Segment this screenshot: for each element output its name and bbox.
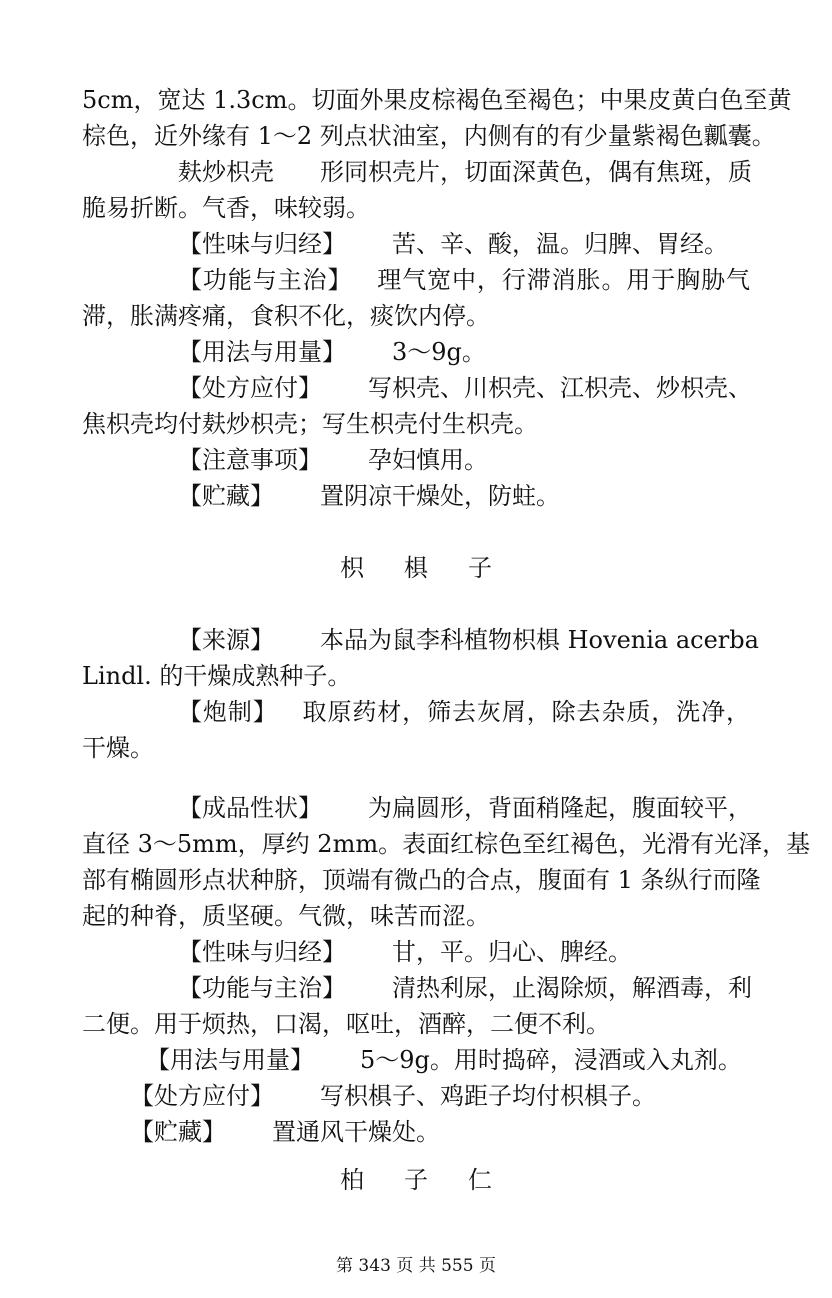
processed-variant-entry (178, 154, 752, 190)
section-text: 本品为鼠李科植物枳椇 Hovenia acerba (320, 626, 759, 654)
section-title: 枳椇子 (340, 554, 532, 582)
body-line: 部有椭圆形点状种脐，顶端有微凸的合点，腹面有 1 条纵行而隆 (82, 866, 761, 894)
section-label: 【用法与用量】 (146, 1046, 314, 1074)
prescription-entry (130, 1078, 656, 1114)
body-line: 焦枳壳均付麸炒枳壳；写生枳壳付生枳壳。 (82, 410, 538, 438)
property-entry (178, 226, 728, 262)
section-text: 为扁圆形，背面稍隆起，腹面较平， (368, 794, 752, 822)
section-text: 取原药材，筛去灰屑，除去杂质，洗净， (301, 698, 751, 726)
section-label: 【功能与主治】 (178, 974, 346, 1002)
dosage-entry (146, 1042, 742, 1078)
section-text: 理气宽中，行滞消胀。用于胸胁气 (376, 266, 751, 294)
body-line: 起的种脊，质坚硬。气微，味苦而涩。 (82, 902, 490, 930)
body-line: 滞，胀满疼痛，食积不化，痰饮内停。 (82, 302, 490, 330)
section-text: 写枳壳、川枳壳、江枳壳、炒枳壳、 (368, 374, 752, 402)
section-label: 【处方应付】 (178, 374, 322, 402)
section-text: 3～9g。 (392, 338, 486, 366)
section-text: 5～9g。用时捣碎，浸酒或入丸剂。 (360, 1046, 742, 1074)
dosage-entry (178, 334, 486, 370)
section-label: 【炮制】 (178, 698, 278, 726)
variant-text: 形同枳壳片，切面深黄色，偶有焦斑，质 (320, 158, 752, 186)
section-text: 甘，平。归心、脾经。 (392, 938, 632, 966)
body-line: 棕色，近外缘有 1～2 列点状油室，内侧有的有少量紫褐色瓤囊。 (82, 122, 776, 150)
section-text: 清热利尿，止渴除烦，解酒毒，利 (392, 974, 752, 1002)
section-label: 【贮藏】 (178, 482, 274, 510)
page-footer: 第 343 页 共 555 页 (336, 1256, 496, 1276)
storage-entry (178, 478, 560, 514)
body-line: 脆易折断。气香，味较弱。 (82, 194, 370, 222)
description-entry (178, 790, 750, 826)
section-label: 【来源】 (178, 626, 274, 654)
body-line: 5cm，宽达 1.3cm。切面外果皮棕褐色至褐色；中果皮黄白色至黄 (82, 86, 792, 114)
prescription-entry (178, 370, 750, 406)
section-text: 苦、辛、酸，温。归脾、胃经。 (392, 230, 728, 258)
section-label: 【注意事项】 (178, 446, 322, 474)
source-entry (178, 622, 759, 658)
section-label: 【性味与归经】 (178, 938, 346, 966)
body-line: 干燥。 (82, 734, 154, 762)
function-entry (178, 970, 750, 1006)
body-line: 二便。用于烦热，口渴，呕吐，酒醉，二便不利。 (82, 1010, 610, 1038)
section-label: 【用法与用量】 (178, 338, 346, 366)
section-text: 置阴凉干燥处，防蛀。 (320, 482, 560, 510)
property-entry (178, 934, 632, 970)
section-label: 【处方应付】 (130, 1082, 274, 1110)
section-text: 置通风干燥处。 (272, 1118, 440, 1146)
body-line: Lindl. 的干燥成熟种子。 (82, 662, 352, 690)
section-label: 【成品性状】 (178, 794, 322, 822)
processing-entry (178, 694, 750, 730)
section-label: 【贮藏】 (130, 1118, 226, 1146)
section-label: 【性味与归经】 (178, 230, 346, 258)
section-text: 写枳椇子、鸡距子均付枳椇子。 (320, 1082, 656, 1110)
caution-entry (178, 442, 488, 478)
section-text: 孕妇慎用。 (368, 446, 488, 474)
body-line: 直径 3～5mm，厚约 2mm。表面红棕色至红褐色，光滑有光泽，基 (82, 830, 811, 858)
storage-entry (130, 1114, 440, 1150)
section-label: 【功能与主治】 (178, 266, 353, 294)
function-entry (178, 262, 750, 298)
variant-heading: 麸炒枳壳 (178, 158, 274, 186)
next-section-title: 柏子仁 (340, 1166, 532, 1194)
